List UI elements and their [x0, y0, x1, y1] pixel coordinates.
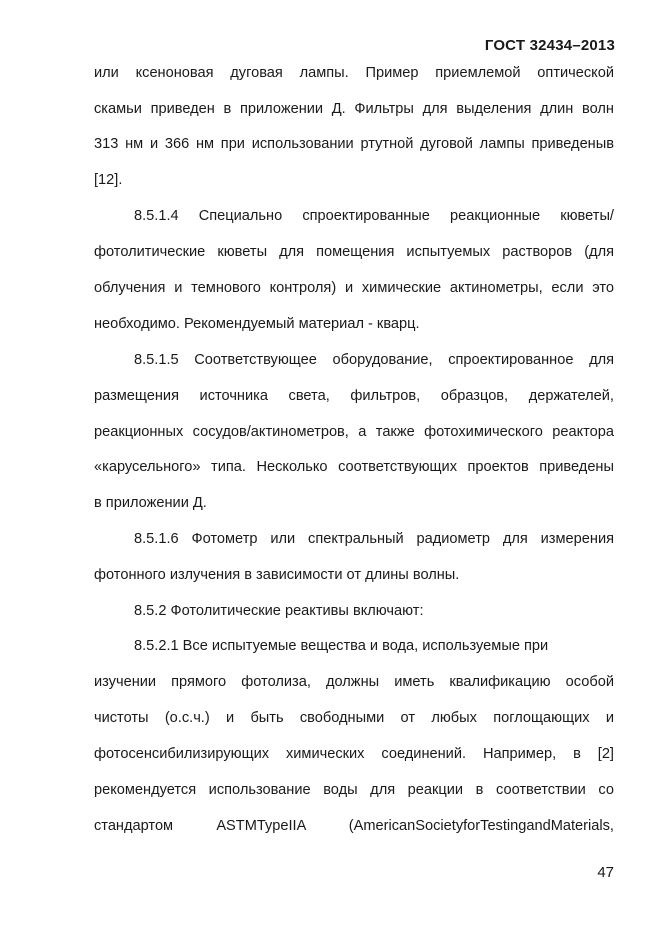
- text-line: реакционных сосудов/актинометров, а также фотохимического реактора: [94, 424, 614, 440]
- text-line: размещения источника света, фильтров, образцов, держателей,: [94, 388, 614, 404]
- text-line: «карусельного» типа. Несколько соответствующих проектов приведены: [94, 459, 614, 475]
- text-line: облучения и темнового контроля) и химические актинометры, если это: [94, 280, 614, 296]
- page-number: 47: [597, 864, 614, 881]
- text-line: 8.5.1.6 Фотометр или спектральный радиометр для измерения: [134, 531, 614, 547]
- text-line: изучении прямого фотолиза, должны иметь квалификацию особой: [94, 674, 614, 690]
- text-line: [12].: [94, 172, 123, 188]
- text-line: рекомендуется использование воды для реакции в соответствии со: [94, 782, 614, 798]
- standard-header: ГОСТ 32434–2013: [484, 37, 615, 54]
- text-line: чистоты (о.с.ч.) и быть свободными от любых поглощающих и: [94, 710, 614, 726]
- text-line: 8.5.1.5 Соответствующее оборудование, спроектированное для: [134, 352, 614, 368]
- text-line: необходимо. Рекомендуемый материал - кварц.: [94, 316, 420, 332]
- text-line: 313 нм и 366 нм при использовании ртутной дуговой лампы приведеныв: [94, 136, 614, 152]
- text-line: стандартом ASTMTypeIIA (AmericanSocietyforTestingandMaterials,: [94, 818, 614, 834]
- text-line: фотолитические кюветы для помещения испытуемых растворов (для: [94, 244, 614, 260]
- text-line: или ксеноновая дуговая лампы. Пример приемлемой оптической: [94, 65, 614, 81]
- text-line: скамьи приведен в приложении Д. Фильтры для выделения длин волн: [94, 101, 614, 117]
- text-line: 8.5.2.1 Все испытуемые вещества и вода, используемые при: [134, 638, 549, 654]
- section-heading: 8.5.2 Фотолитические реактивы включают:: [134, 603, 424, 619]
- text-line: в приложении Д.: [94, 495, 207, 511]
- text-line: фотонного излучения в зависимости от длины волны.: [94, 567, 460, 583]
- text-line: 8.5.1.4 Специально спроектированные реакционные кюветы/: [134, 208, 614, 224]
- text-line: фотосенсибилизирующих химических соединений. Например, в [2]: [94, 746, 614, 762]
